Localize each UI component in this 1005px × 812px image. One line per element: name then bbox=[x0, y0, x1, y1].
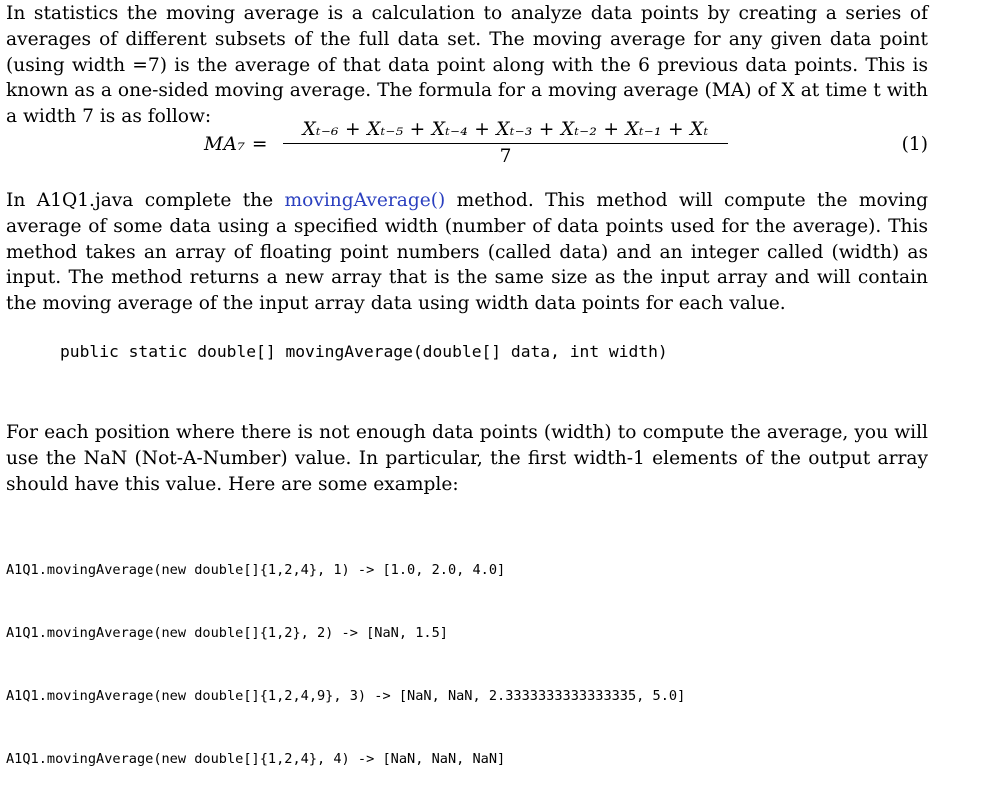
equation-number: (1) bbox=[901, 134, 928, 155]
equation-numerator: Xₜ₋₆ + Xₜ₋₅ + Xₜ₋₄ + Xₜ₋₃ + Xₜ₋₂ + Xₜ₋₁ + Xₜ bbox=[302, 119, 709, 140]
method-signature-code: public static double[] movingAverage(double[] data, int width) bbox=[60, 342, 668, 361]
method-name-link[interactable]: movingAverage() bbox=[284, 190, 446, 211]
method-paragraph-after: method. This method will compute the moving average of some data using a specified width (number of data points used for the average). This method takes an array of floating point numbers (called data) and an integer called (width) as input. The method returns a new array that is the same size as the input array and will contain the moving average of the input array data using width data points for each value. bbox=[6, 190, 928, 315]
method-paragraph bbox=[6, 188, 928, 317]
fraction-bar bbox=[283, 143, 728, 144]
example-line: A1Q1.movingAverage(new double[]{1,2,4}, 4) -> [NaN, NaN, NaN] bbox=[6, 751, 506, 767]
equation-denominator: 7 bbox=[499, 146, 512, 167]
nan-paragraph: For each position where there is not enough data points (width) to compute the average, you will use the NaN (Not-A-Number) value. In particular, the first width-1 elements of the output array should have this value. Here are some example: bbox=[6, 422, 928, 495]
method-paragraph-before: In A1Q1.java complete the bbox=[6, 190, 285, 211]
moving-average-equation bbox=[6, 117, 928, 175]
intro-paragraph: In statistics the moving average is a calculation to analyze data points by creating a series of averages of different subsets of the full data set. The moving average for any given data point (using width =7) is the average of that data point along with the 6 previous data points. This is known as a one-sided moving average. The formula for a moving average (MA) of X at time t with a width 7 is as follow: bbox=[6, 3, 928, 128]
example-line: A1Q1.movingAverage(new double[]{1,2,4}, 1) -> [1.0, 2.0, 4.0] bbox=[6, 562, 506, 578]
examples-code-block bbox=[6, 518, 685, 812]
example-line: A1Q1.movingAverage(new double[]{1,2,4,9}, 3) -> [NaN, NaN, 2.3333333333333335, 5.0] bbox=[6, 688, 686, 704]
equation-fraction bbox=[283, 117, 728, 169]
example-line: A1Q1.movingAverage(new double[]{1,2}, 2) -> [NaN, 1.5] bbox=[6, 625, 448, 641]
equation-lhs: MA₇ = bbox=[204, 134, 268, 155]
